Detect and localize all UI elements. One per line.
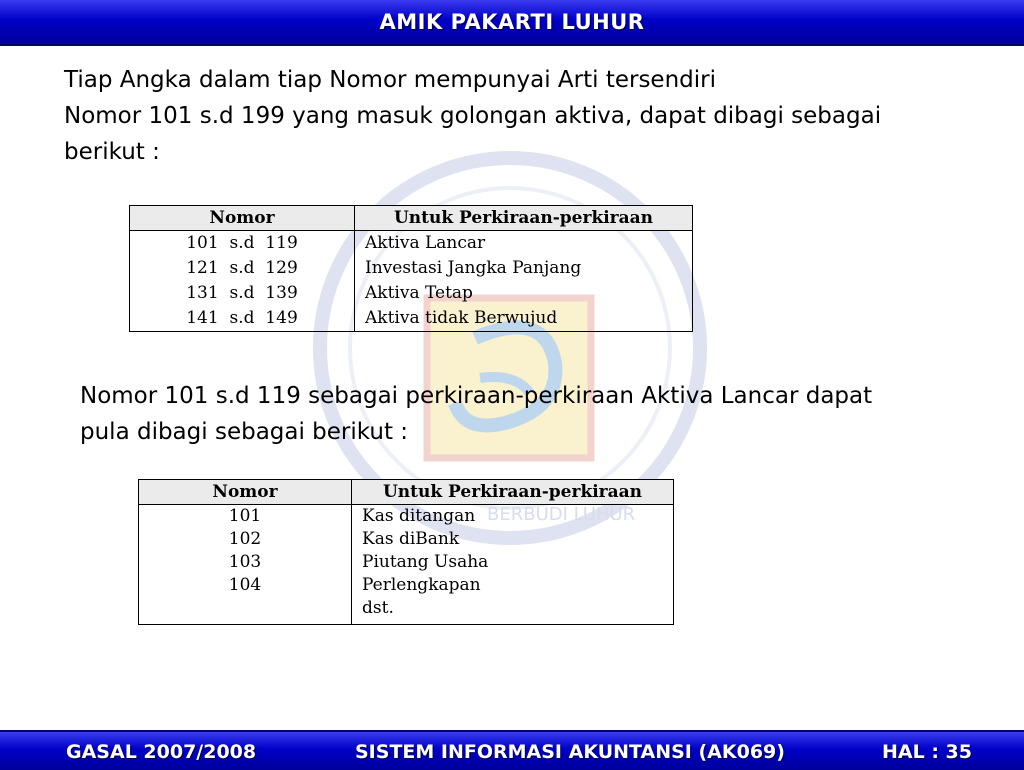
account-name: Investasi Jangka Panjang xyxy=(355,256,693,281)
table-header-row xyxy=(130,206,693,231)
account-number xyxy=(139,597,352,625)
intro-line: Tiap Angka dalam tiap Nomor mempunyai Arti tersendiri xyxy=(64,67,716,93)
account-name: dst. xyxy=(352,597,674,625)
account-range: 131 s.d 139 xyxy=(130,281,355,306)
table-row xyxy=(139,574,674,597)
table-header-row xyxy=(139,480,674,505)
table-row xyxy=(130,231,693,257)
table-row xyxy=(139,597,674,625)
watermark-text: BERBUDI LUHUR xyxy=(487,504,636,525)
column-header-number: Nomor xyxy=(130,206,355,231)
intro-line: berikut : xyxy=(64,139,160,165)
course-title: SISTEM INFORMASI AKUNTANSI (AK069) xyxy=(355,741,785,763)
account-number: 102 xyxy=(139,528,352,551)
page-number: HAL : 35 xyxy=(882,741,972,763)
column-header-accounts: Untuk Perkiraan-perkiraan xyxy=(355,206,693,231)
table-row xyxy=(139,528,674,551)
table-row xyxy=(130,281,693,306)
account-name: Kas diBank xyxy=(352,528,674,551)
account-group-table xyxy=(129,205,693,332)
intro-paragraph xyxy=(64,62,984,170)
account-name: Kas ditangan xyxy=(352,505,674,529)
account-name: Perlengkapan xyxy=(352,574,674,597)
account-name: Aktiva Tetap xyxy=(355,281,693,306)
account-range: 141 s.d 149 xyxy=(130,306,355,332)
table-row xyxy=(130,256,693,281)
semester-label: GASAL 2007/2008 xyxy=(66,741,257,763)
current-assets-paragraph xyxy=(80,378,980,450)
account-name: Aktiva Lancar xyxy=(355,231,693,257)
paragraph-line: pula dibagi sebagai berikut : xyxy=(80,419,409,445)
account-range: 121 s.d 129 xyxy=(130,256,355,281)
column-header-accounts: Untuk Perkiraan-perkiraan xyxy=(352,480,674,505)
table-row xyxy=(139,505,674,529)
paragraph-line: Nomor 101 s.d 119 sebagai perkiraan-perkiraan Aktiva Lancar dapat xyxy=(80,383,873,409)
account-number: 101 xyxy=(139,505,352,529)
account-range: 101 s.d 119 xyxy=(130,231,355,257)
current-assets-table xyxy=(138,479,674,625)
account-name: Piutang Usaha xyxy=(352,551,674,574)
title-bar xyxy=(0,0,1024,46)
account-number: 104 xyxy=(139,574,352,597)
account-name: Aktiva tidak Berwujud xyxy=(355,306,693,332)
page-title: AMIK PAKARTI LUHUR xyxy=(379,10,645,34)
account-number: 103 xyxy=(139,551,352,574)
table-row xyxy=(130,306,693,332)
intro-line: Nomor 101 s.d 199 yang masuk golongan aktiva, dapat dibagi sebagai xyxy=(64,103,882,129)
table-row xyxy=(139,551,674,574)
footer-bar xyxy=(0,730,1024,770)
column-header-number: Nomor xyxy=(139,480,352,505)
